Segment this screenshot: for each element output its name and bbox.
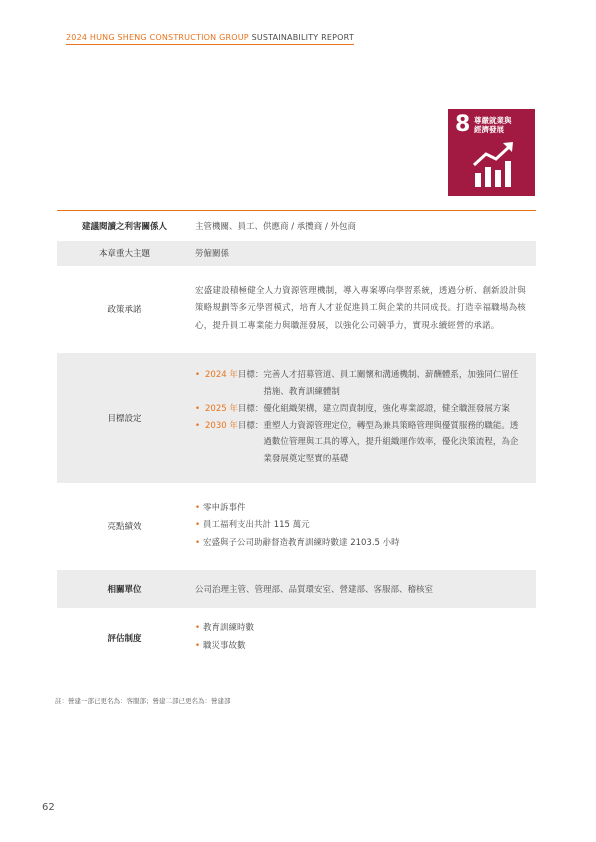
goal-colon: ： [254,370,264,381]
goal-year: 2025 年 [205,403,238,414]
table-row [57,241,536,266]
goals-cell [192,353,536,483]
growth-chart-icon [472,141,516,189]
list-item: • 教育訓練時數 [195,620,526,638]
bullet: • [195,403,201,414]
topic-value: 勞僱關係 [192,241,536,266]
stakeholders-label: 建議閱讀之利害關係人 [57,211,192,241]
goal-suffix: 目標 [237,420,255,431]
evaluation-list [195,620,526,655]
material-topic-table [57,210,536,668]
header-report-title: SUSTAINABILITY REPORT [251,33,354,42]
goal-suffix: 目標 [237,403,255,414]
list-item: • 宏盛與子公司助辭督造教育訓練時數達 2103.5 小時 [195,535,526,553]
highlights-label: 亮點績效 [57,483,192,570]
goal-colon: ： [254,403,264,414]
table-row [57,608,536,668]
evaluation-label: 評估制度 [57,608,192,668]
units-label: 相關單位 [57,570,192,608]
list-item: • 員工福利支出共計 115 萬元 [195,517,526,535]
policy-cell [192,266,536,353]
footnote: 註：營建一部已更名為：客服部；營建二部已更名為：營建部 [55,697,231,705]
goal-text: 重塑人力資源管理定位，轉型為兼具策略管理與優質服務的職能。透過數位管理與工具的導入，提升組織運作效率，優化決策流程，為企業發展奠定堅實的基礎 [263,420,519,465]
bullet: • [195,420,201,431]
goal-item [195,367,526,401]
goal-colon: ： [254,420,264,431]
stakeholders-value: 主管機關、員工、供應商 / 承攬商 / 外包商 [192,211,536,241]
goal-year: 2024 年 [205,370,238,381]
goal-item [195,418,526,468]
goal-year: 2030 年 [205,420,238,431]
goal-text: 優化組織架構，建立問責制度，強化專業認證，健全職涯發展方案 [263,403,510,414]
sdg-number: 8 [455,112,471,137]
sdg-title-line2: 經濟發展 [474,125,504,134]
evaluation-cell [192,608,536,668]
goals-label: 目標設定 [57,353,192,483]
header-brand: 2024 HUNG SHENG CONSTRUCTION GROUP [66,33,249,42]
highlights-list [195,500,526,553]
table-row [57,353,536,483]
policy-label: 政策承諾 [57,266,192,353]
list-item: • 零申訴事件 [195,500,526,518]
sdg-title-line1: 尊嚴就業與 [474,116,512,125]
goal-item [195,401,526,418]
highlights-cell [192,483,536,570]
table-row [57,211,536,241]
table-row [57,570,536,608]
report-header [66,33,354,45]
topic-label: 本章重大主題 [57,241,192,266]
goal-suffix: 目標 [237,370,255,381]
sdg-8-badge [448,109,535,196]
table-row [57,483,536,570]
page-number: 62 [42,802,55,813]
bullet: • [195,370,201,381]
policy-text: 宏盛建設積極健全人力資源管理機制，導入專案導向學習系統，透過分析、創新設計與策略規劃等多元學習模式，培育人才並促進員工與企業的共同成長。打造幸福職場為核心，提升員工專業能力與職涯發展，以強化公司競爭力，實現永續經營的承諾。 [195,286,526,331]
list-item: • 職災事故數 [195,638,526,656]
units-value: 公司治理主管、管理部、品質環安室、營建部、客服部、稽核室 [192,570,536,608]
table-row [57,266,536,353]
goal-text: 完善人才招募管道、員工關懷和溝通機制、薪酬體系，加強同仁留任措施、教育訓練體制 [263,370,519,397]
